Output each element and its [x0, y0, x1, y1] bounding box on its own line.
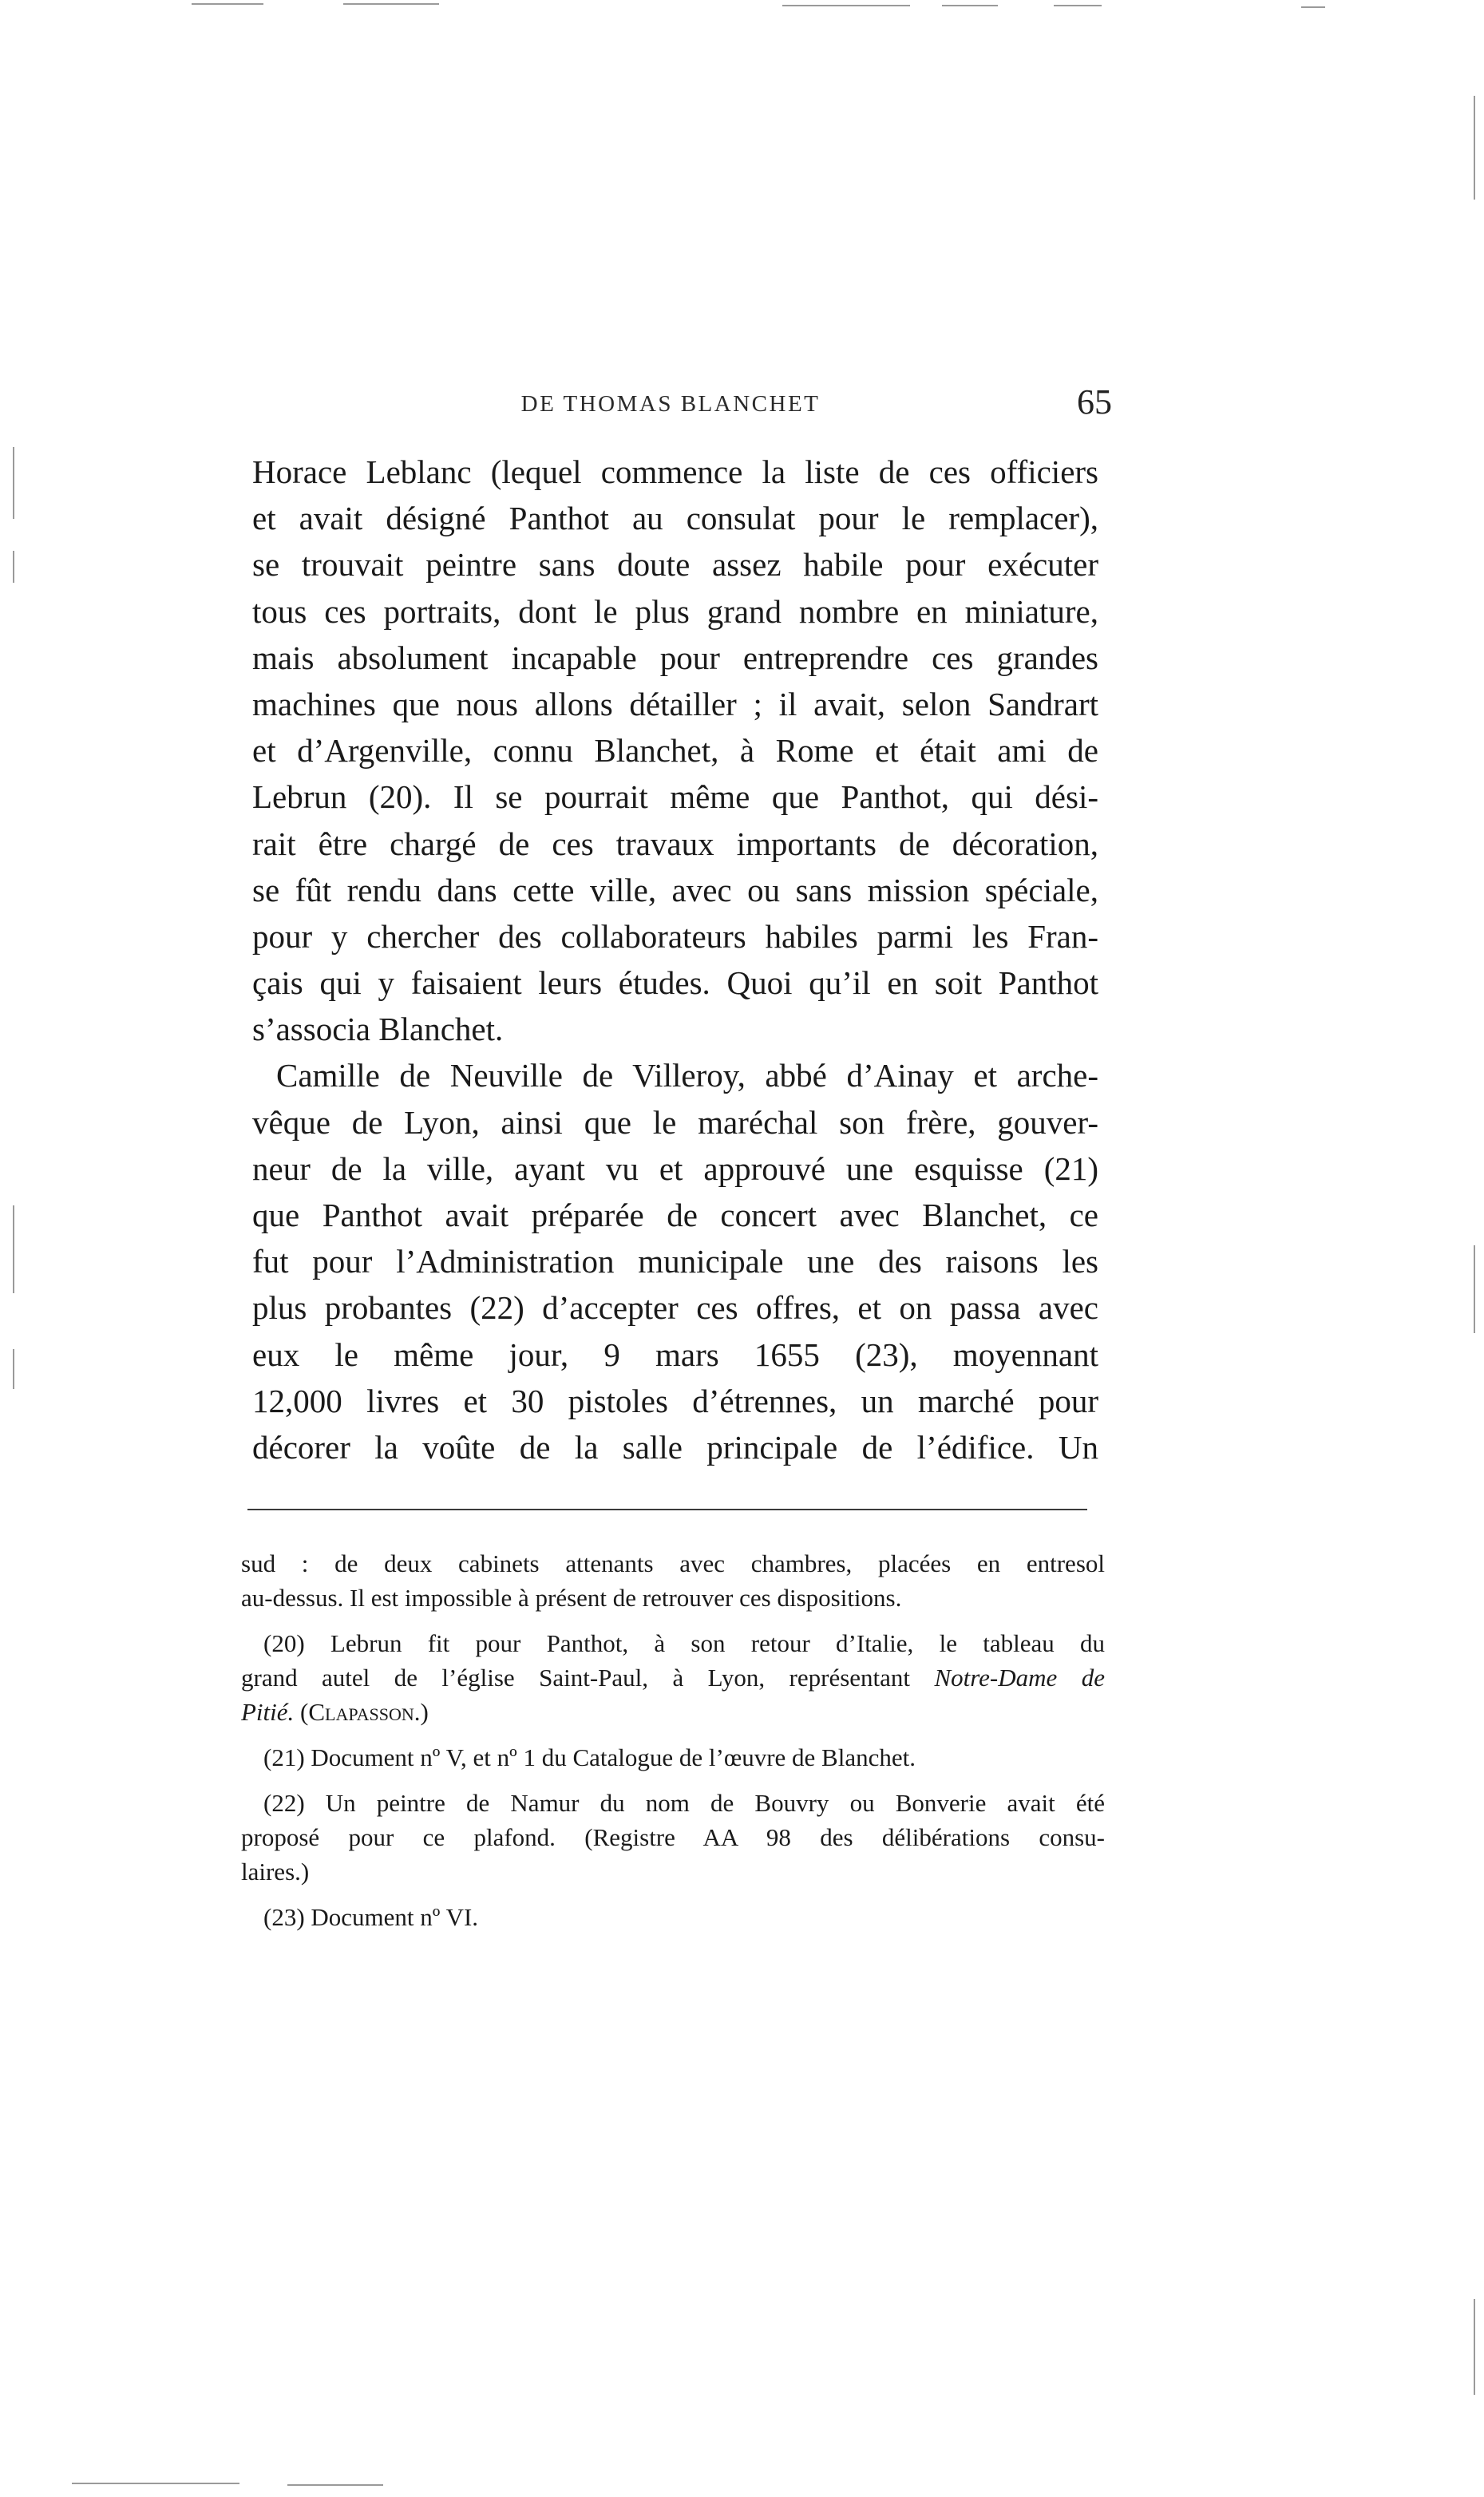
footnotes	[241, 1546, 1105, 1934]
text-line: çais qui y faisaient leurs études. Quoi qu’il en soit Panthot	[252, 964, 1098, 1002]
scan-edge-mark-top	[343, 3, 439, 5]
text-line: se trouvait peintre sans doute assez habile pour exécuter	[252, 546, 1098, 584]
text-line: eux le même jour, 9 mars 1655 (23), moyennant	[252, 1336, 1098, 1373]
text-line: vêque de Lyon, ainsi que le maréchal son frère, gouver-	[252, 1103, 1098, 1141]
footnote-21: (21) Document nº V, et nº 1 du Catalogue de l’œuvre de Blanchet.	[263, 1743, 916, 1771]
cited-author: Clapasson	[308, 1698, 414, 1726]
text-line: pour y chercher des collaborateurs habiles parmi les Fran-	[252, 917, 1098, 955]
footnote-23: (23) Document nº VI.	[263, 1903, 479, 1931]
text-line: et avait désigné Panthot au consulat pour le remplacer),	[252, 500, 1098, 537]
text-line: et d’Argenville, connu Blanchet, à Rome et était ami de	[252, 732, 1098, 770]
footnote-20-line	[241, 1660, 1105, 1695]
text-line: Lebrun (20). Il se pourrait même que Panthot, qui dési-	[252, 778, 1098, 816]
paragraph-start-line: Camille de Neuville de Villeroy, abbé d’Ainay et arche-	[276, 1057, 1098, 1094]
main-text	[252, 449, 1098, 1470]
scan-edge-mark-bottom	[287, 2484, 383, 2486]
text-line: mais absolument incapable pour entreprendre ces grandes	[252, 639, 1098, 676]
text-line: se fût rendu dans cette ville, avec ou sans mission spéciale,	[252, 871, 1098, 908]
footnote-continuation-line: sud : de deux cabinets attenants avec chambres, placées en entresol	[241, 1549, 1105, 1577]
scan-edge-mark-left	[13, 1349, 14, 1389]
footnote-20-text: grand autel de l’église Saint-Paul, à Lyon, représentant	[241, 1664, 935, 1692]
text-line: décorer la voûte de la salle principale de l’édifice. Un	[252, 1428, 1098, 1466]
scan-edge-mark-top	[782, 5, 910, 6]
page-number: 65	[1077, 382, 1112, 421]
text-line: s’associa Blanchet.	[252, 1011, 504, 1048]
artwork-title: Pitié.	[241, 1698, 295, 1726]
text-line: plus probantes (22) d’accepter ces offres, et on passa avec	[252, 1289, 1098, 1327]
text-line: fut pour l’Administration municipale une des raisons les	[252, 1243, 1098, 1280]
text-line: neur de la ville, ayant vu et approuvé une esquisse (21)	[252, 1150, 1098, 1187]
footnote-20-line	[241, 1695, 1105, 1729]
scan-edge-mark-left	[13, 551, 14, 583]
footnote-continuation-line: au-dessus. Il est impossible à présent de retrouver ces dispositions.	[241, 1584, 902, 1612]
scan-edge-mark-right	[1474, 2299, 1475, 2395]
footnote-20-text: (	[294, 1698, 309, 1726]
footnote-separator	[247, 1509, 1087, 1510]
footnote-22-line: proposé pour ce plafond. (Registre AA 98 des délibérations consu-	[241, 1823, 1105, 1851]
footnote-20-text: .)	[414, 1698, 429, 1726]
scan-edge-mark-bottom	[72, 2483, 239, 2484]
scan-edge-mark-left	[13, 447, 14, 519]
scan-edge-mark-right	[1474, 1245, 1475, 1333]
scan-edge-mark-top	[192, 3, 263, 5]
text-line: Horace Leblanc (lequel commence la liste de ces officiers	[252, 453, 1098, 490]
text-line: tous ces portraits, dont le plus grand nombre en miniature,	[252, 592, 1098, 630]
footnote-22-line: (22) Un peintre de Namur du nom de Bouvry ou Bonverie avait été	[263, 1789, 1105, 1817]
running-title: DE THOMAS BLANCHET	[520, 391, 821, 417]
scan-edge-mark-top	[942, 5, 998, 6]
scan-edge-mark-left	[13, 1205, 14, 1293]
artwork-title: Notre-Dame de	[934, 1664, 1105, 1692]
text-line: 12,000 livres et 30 pistoles d’étrennes, un marché pour	[252, 1382, 1098, 1419]
scan-edge-mark-top	[1301, 6, 1325, 8]
footnote-22-line: laires.)	[241, 1858, 310, 1886]
footnote-20-line: (20) Lebrun fit pour Panthot, à son retour d’Italie, le tableau du	[263, 1629, 1105, 1657]
scan-edge-mark-right	[1474, 96, 1475, 200]
scan-edge-mark-top	[1054, 5, 1102, 6]
text-line: rait être chargé de ces travaux importants de décoration,	[252, 825, 1098, 862]
text-line: machines que nous allons détailler ; il avait, selon Sandrart	[252, 685, 1098, 722]
text-line: que Panthot avait préparée de concert avec Blanchet, ce	[252, 1197, 1098, 1233]
running-head	[247, 382, 1122, 429]
